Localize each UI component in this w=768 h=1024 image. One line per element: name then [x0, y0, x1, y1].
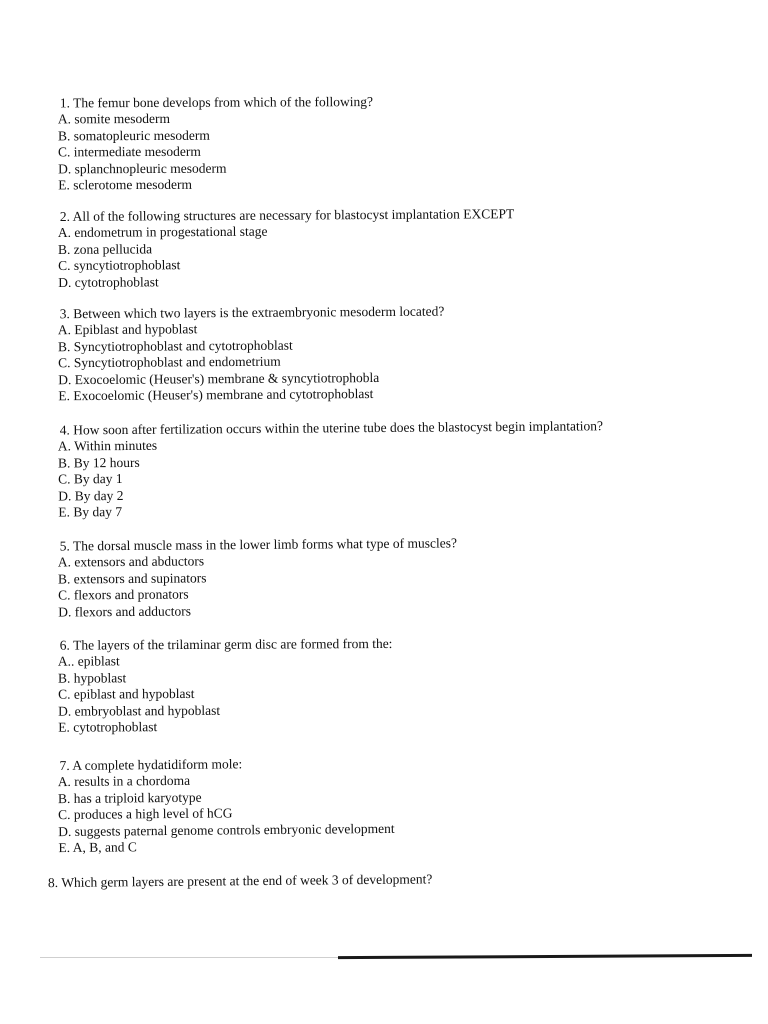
answer-option: E. By day 7 — [58, 504, 123, 520]
answer-option: C. produces a high level of hCG — [58, 805, 233, 823]
question-stem: 1. The femur bone develops from which of the following? — [59, 94, 374, 111]
answer-option: C. flexors and pronators — [58, 586, 189, 603]
answer-option: B. zona pellucida — [57, 240, 153, 257]
question-8 — [48, 868, 688, 891]
answer-option: D. Exocoelomic (Heuser's) membrane & syncytiotrophobla — [58, 369, 380, 388]
question-3 — [58, 301, 699, 405]
question-stem: 6. The layers of the trilaminar germ disc are formed from the: — [59, 635, 393, 653]
answer-option: B. has a triploid karyotype — [57, 789, 202, 806]
answer-option: D. flexors and adductors — [58, 603, 192, 620]
answer-option: A. somite mesoderm — [57, 110, 171, 127]
scan-edge-line — [40, 957, 340, 958]
question-5 — [58, 532, 699, 620]
question-7 — [58, 751, 699, 857]
answer-option: B. extensors and supinators — [57, 569, 207, 587]
question-stem: 2. All of the following structures are necessary for blastocyst implantation EXCEPT — [59, 206, 515, 224]
answer-option: C. epiblast and hypoblast — [58, 686, 195, 702]
question-6 — [58, 633, 699, 736]
answer-option: B. Syncytiotrophoblast and cytotrophoblast — [57, 337, 293, 354]
question-4 — [58, 416, 699, 521]
answer-option: D. embryoblast and hypoblast — [58, 702, 221, 719]
answer-option: B. By 12 hours — [57, 454, 140, 471]
answer-option: D. By day 2 — [58, 487, 124, 504]
answer-option: B. hypoblast — [57, 669, 127, 686]
answer-option: C. By day 1 — [58, 471, 123, 487]
answer-option: E. A, B, and C — [58, 839, 137, 856]
answer-option: C. intermediate mesoderm — [58, 143, 201, 160]
answer-option: A. Epiblast and hypoblast — [57, 321, 198, 338]
answer-option: D. splanchnopleuric mesoderm — [58, 160, 227, 177]
answer-option: E. Exocoelomic (Heuser's) membrane and cytotrophoblast — [58, 386, 374, 404]
question-stem: 7. A complete hydatidiform mole: — [59, 756, 243, 774]
question-stem: 4. How soon after fertilization occurs within the uterine tube does the blastocyst begin implantation? — [59, 418, 603, 438]
answer-option: B. somatopleuric mesoderm — [57, 127, 210, 143]
answer-option: A. Within minutes — [57, 437, 158, 454]
answer-option: D. suggests paternal genome controls embryonic development — [58, 820, 395, 839]
page-bottom-rule — [338, 954, 752, 959]
question-stem: 3. Between which two layers is the extraembryonic mesoderm located? — [59, 303, 445, 322]
answer-option: A. results in a chordoma — [57, 772, 191, 790]
answer-option: E. sclerotome mesoderm — [58, 177, 193, 193]
answer-option: A.. epiblast — [57, 653, 120, 669]
answer-option: A. extensors and abductors — [57, 553, 205, 570]
answer-option: C. Syncytiotrophoblast and endometrium — [58, 353, 281, 371]
answer-option: C. syncytiotrophoblast — [58, 257, 181, 274]
answer-option: D. cytotrophoblast — [58, 274, 159, 290]
answer-option: A. endometrum in progestational stage — [57, 223, 268, 240]
question-stem: 5. The dorsal muscle mass in the lower limb forms what type of muscles? — [59, 535, 457, 554]
answer-option: E. cytotrophoblast — [58, 719, 158, 736]
question-stem: 8. Which germ layers are present at the end of week 3 of development? — [47, 871, 433, 891]
question-2 — [58, 204, 698, 291]
question-1 — [58, 92, 698, 195]
